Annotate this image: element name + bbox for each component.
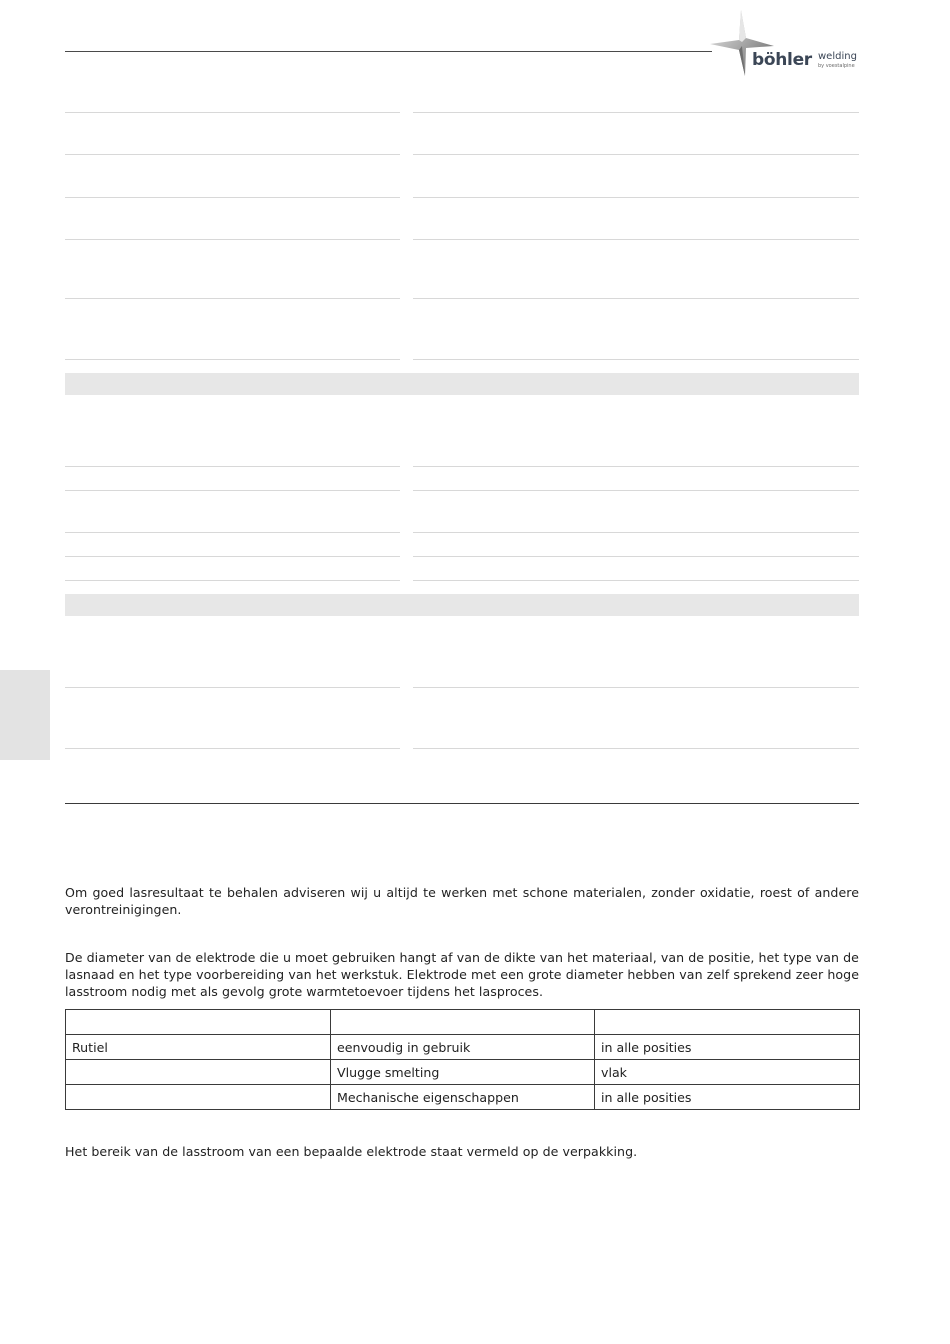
paragraph-diameter: De diameter van de elektrode die u moet gebruiken hangt af van de dikte van het materiaal, van de positie, het type van de lasnaad en het type voorbereiding van het werkstuk. Elektrode met een grote diameter hebben van zelf sprekend zeer hoge lasstroom nodig met als gevolg grote warmtetoevoer tijdens het lasproces. [65, 950, 859, 999]
field-rule [65, 532, 400, 533]
field-rule [413, 112, 859, 113]
table-row [66, 1085, 860, 1110]
logo-wordmark: böhler [752, 50, 812, 70]
field-rule [65, 112, 400, 113]
field-rule [65, 556, 400, 557]
field-rule [413, 359, 859, 360]
field-rule [65, 748, 400, 749]
field-rule [65, 359, 400, 360]
table-header-cell [331, 1010, 595, 1035]
bohler-logo [708, 8, 868, 78]
field-rule [65, 239, 400, 240]
section-divider [65, 803, 859, 804]
field-rule [65, 298, 400, 299]
logo-byline: by voestalpine [818, 63, 855, 69]
field-rule [65, 154, 400, 155]
table-header-row [66, 1010, 860, 1035]
table-cell: in alle posities [595, 1085, 860, 1110]
field-rule [65, 466, 400, 467]
field-rule [413, 298, 859, 299]
field-rule [413, 580, 859, 581]
table-header-cell [66, 1010, 331, 1035]
table-cell [66, 1085, 331, 1110]
electrode-table [65, 1009, 860, 1110]
table-cell: Mechanische eigenschappen [331, 1085, 595, 1110]
table-cell: Vlugge smelting [331, 1060, 595, 1085]
table-cell: vlak [595, 1060, 860, 1085]
logo-subword: welding [818, 51, 857, 62]
field-rule [65, 580, 400, 581]
field-rule [65, 490, 400, 491]
field-rule [413, 532, 859, 533]
field-rule [413, 154, 859, 155]
paragraph-cleanliness: Om goed lasresultaat te behalen adviseren wij u altijd te werken met schone materialen, zonder oxidatie, roest of andere verontreinigingen. [65, 885, 859, 917]
header-rule [65, 51, 712, 52]
table-row [66, 1060, 860, 1085]
field-rule [413, 687, 859, 688]
table-cell: in alle posities [595, 1035, 860, 1060]
table-cell: Rutiel [66, 1035, 331, 1060]
table-header-cell [595, 1010, 860, 1035]
field-rule [413, 490, 859, 491]
field-rule [413, 556, 859, 557]
field-rule [65, 197, 400, 198]
side-tab [0, 670, 50, 760]
field-rule [413, 466, 859, 467]
table-cell [66, 1060, 331, 1085]
section-band [65, 373, 859, 395]
field-rule [413, 197, 859, 198]
paragraph-current-range: Het bereik van de lasstroom van een bepaalde elektrode staat vermeld op de verpakking. [65, 1144, 638, 1159]
field-rule [65, 687, 400, 688]
table-cell: eenvoudig in gebruik [331, 1035, 595, 1060]
table-row [66, 1035, 860, 1060]
section-band [65, 594, 859, 616]
field-rule [413, 239, 859, 240]
field-rule [413, 748, 859, 749]
